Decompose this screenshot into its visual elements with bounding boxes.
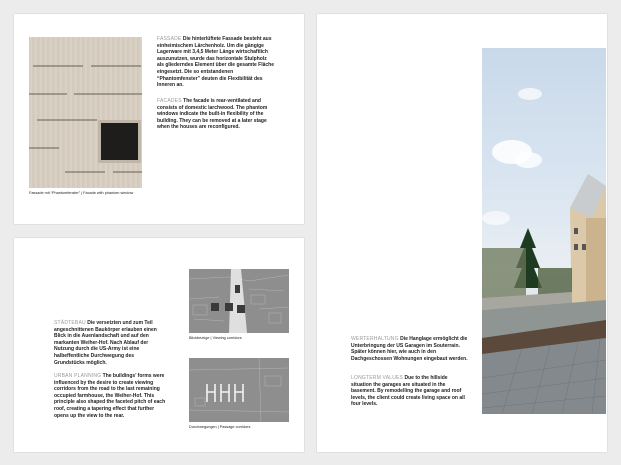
facade-louver: [37, 119, 97, 121]
facade-louver: [91, 65, 141, 67]
viewing-corridors-plan-drawing: [189, 269, 289, 333]
text-facades: The facade is rear-ventilated and consists of domestic larchwood. The phantom windows indicate the built-in flexibility of the building. They can be removed at a later stage when the houses are reconfigured.: [157, 98, 268, 131]
houses-photo: [482, 48, 606, 414]
passage-corridors-caption: Durchwegungen | Passage corridors: [189, 425, 251, 429]
text-urban-planning: The buildings’ forms were influenced by the desire to create viewing corridors from the road to the last remaining occupied farmhouse, the Weiher-Hof. This principle also shaped the faceted pitch of each roof, creating a tapering effect that further opens up the view to the rear.: [54, 373, 166, 419]
facade-louver: [65, 171, 105, 173]
viewing-corridors-caption: Blickbezüge | Viewing corridors: [189, 336, 242, 340]
keyword-longterm-values: LONGTERM VALUES: [351, 375, 404, 381]
paragraph-werterhaltung: [351, 336, 469, 362]
page-top-left: [14, 14, 304, 224]
paragraph-facades: [157, 98, 275, 131]
keyword-staedtebau: STÄDTEBAU: [54, 320, 86, 326]
houses-photo-drawing: [482, 48, 606, 414]
paragraph-longterm-values: [351, 375, 469, 408]
keyword-fassade: FASSADE: [157, 36, 182, 42]
keyword-facades: FACADES: [157, 98, 182, 104]
page-bottom-left: [14, 238, 304, 452]
text-staedtebau: Die versetzten und zum Teil angeschnittenen Baukörper erlauben einen Blick in die Auenlandschaft und auf den markanten Weiher-Hof. Nach Ablauf der Nutzung durch die US-Army ist eine halbeffentliche Durchwegung des Grundstücks möglich.: [54, 320, 157, 366]
keyword-urban-planning: URBAN PLANNING: [54, 373, 102, 379]
page-right: [317, 14, 607, 452]
facade-photo: [29, 37, 142, 188]
text-werterhaltung: Die Hanglage ermöglicht die Unterbringung der US Garagen im Souterrain. Später können hier, wie auch in den Dachgeschossen Wohnungen eingebaut werden.: [351, 336, 468, 362]
keyword-werterhaltung: WERTERHALTUNG: [351, 336, 399, 342]
facade-caption: Fassade mit “Phantomfenster” | Facade with phantom window: [29, 191, 134, 195]
passage-corridors-plan: [189, 358, 289, 422]
paragraph-fassade: [157, 36, 275, 89]
paragraph-urban-planning: [54, 373, 166, 419]
paragraph-staedtebau: [54, 320, 166, 366]
phantom-window: [101, 123, 138, 160]
facade-louver: [113, 171, 142, 173]
text-longterm-values: Due to the hillside situation the garages are situated in the basement. By remodelling the garage and roof levels, the client could create living space on all four levels.: [351, 375, 465, 408]
facade-louver: [29, 93, 67, 95]
text-fassade: Die hinterlüftete Fassade besteht aus einheimischem Lärchenholz. Um die gängige Lagerware mit 3,4,5 Meter Länge wirtschaftlich auszunutzen, wurde das horizontale Stulpholz als gliederndes Element über die gesamte Fläche eingesetzt. Die so entstandenen “Phantomfenster” deuten die Flexibilität des Inneren an.: [157, 36, 274, 89]
facade-louver: [74, 93, 142, 95]
facade-louver: [33, 65, 83, 67]
viewing-corridors-plan: [189, 269, 289, 333]
facade-louver: [29, 147, 59, 149]
passage-corridors-plan-drawing: [189, 358, 289, 422]
